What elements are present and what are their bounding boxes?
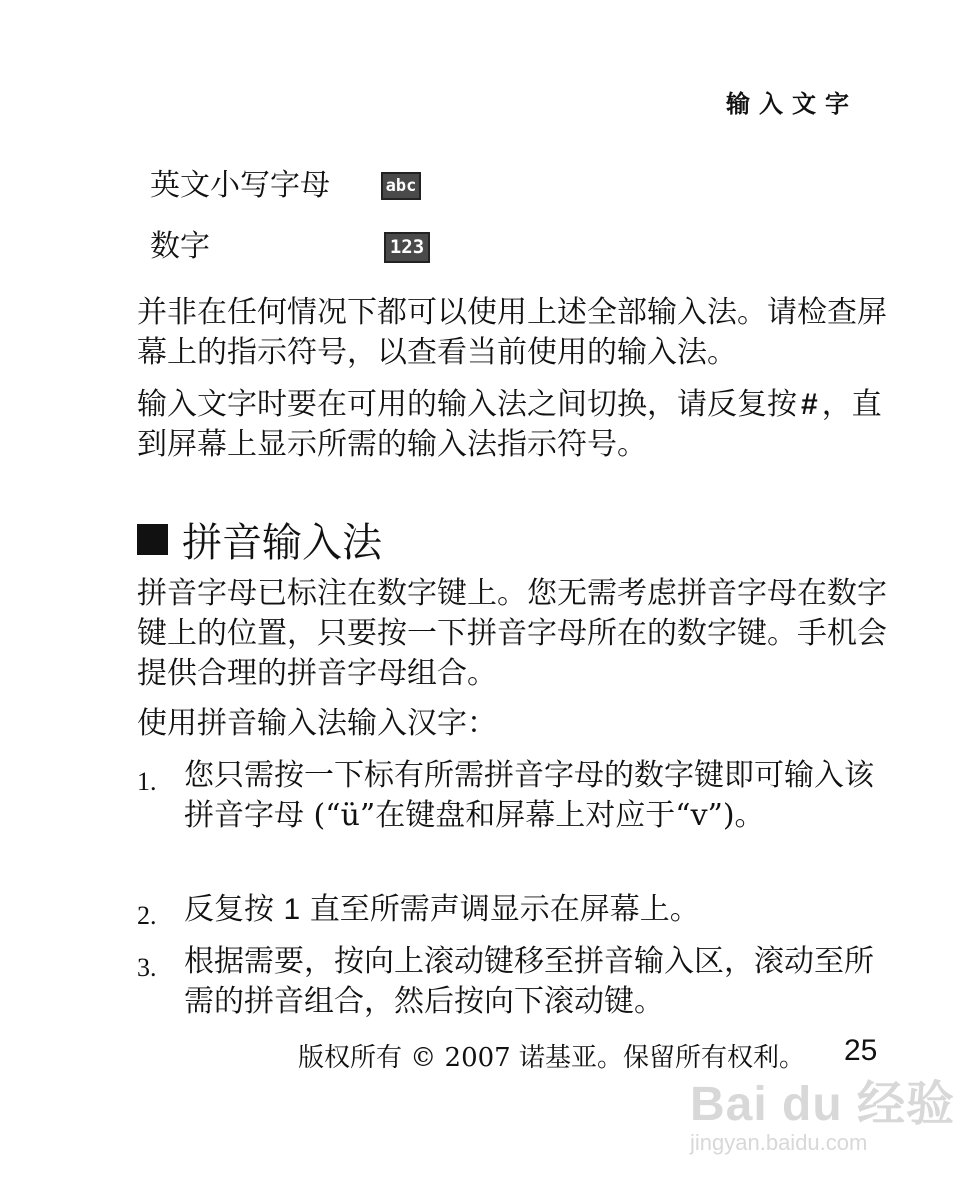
step-text: 您只需按一下标有所需拼音字母的数字键即可输入该拼音字母 (“ü”在键盘和屏幕上对应于“v”)。 — [184, 758, 874, 833]
pinyin-lead: 使用拼音输入法输入汉字： — [137, 706, 497, 741]
mode-label-numeric: 数字 — [150, 229, 210, 264]
step-number: 1. — [137, 767, 157, 796]
switch-mode-instruction — [137, 385, 897, 465]
baidu-watermark — [690, 1065, 955, 1156]
mode-label-lowercase: 英文小写字母 — [150, 168, 330, 203]
copyright-footer: 版权所有 © 2007 诺基亚。保留所有权利。 — [298, 1043, 805, 1073]
list-item — [137, 890, 897, 930]
instruction-text-2: ，直到屏幕上显示所需的输入法指示符号。 — [137, 387, 882, 462]
hash-key: # — [801, 388, 818, 421]
step-number: 2. — [137, 901, 157, 930]
step-text — [184, 890, 884, 930]
step-text-b: 直至所需声调显示在屏幕上。 — [309, 892, 700, 927]
availability-note: 并非在任何情况下都可以使用上述全部输入法。请检查屏幕上的指示符号，以查看当前使用的输入法。 — [137, 295, 887, 370]
section-heading — [137, 511, 382, 568]
list-item — [137, 756, 897, 881]
instruction-text-1: 输入文字时要在可用的输入法之间切换，请反复按 — [137, 387, 797, 422]
key-one: 1 — [283, 893, 301, 926]
lowercase-mode-icon: abc — [381, 172, 421, 200]
step-text: 根据需要，按向上滚动键移至拼音输入区，滚动至所需的拼音组合，然后按向下滚动键。 — [184, 944, 874, 1019]
watermark-url: jingyan.baidu.com — [690, 1130, 868, 1155]
square-bullet-icon — [137, 524, 168, 555]
numeric-mode-icon: 123 — [384, 232, 430, 263]
step-number: 3. — [137, 953, 157, 982]
watermark-brand: Bai du 经验 — [690, 1078, 956, 1131]
list-item — [137, 942, 897, 1027]
step-text-a: 反复按 — [184, 892, 274, 927]
page-number: 25 — [844, 1034, 878, 1067]
section-title: 拼音输入法 — [182, 520, 382, 566]
pinyin-intro: 拼音字母已标注在数字键上。您无需考虑拼音字母在数字键上的位置，只要按一下拼音字母所在的数字键。手机会提供合理的拼音字母组合。 — [137, 576, 887, 691]
running-header: 输入文字 — [726, 90, 858, 118]
